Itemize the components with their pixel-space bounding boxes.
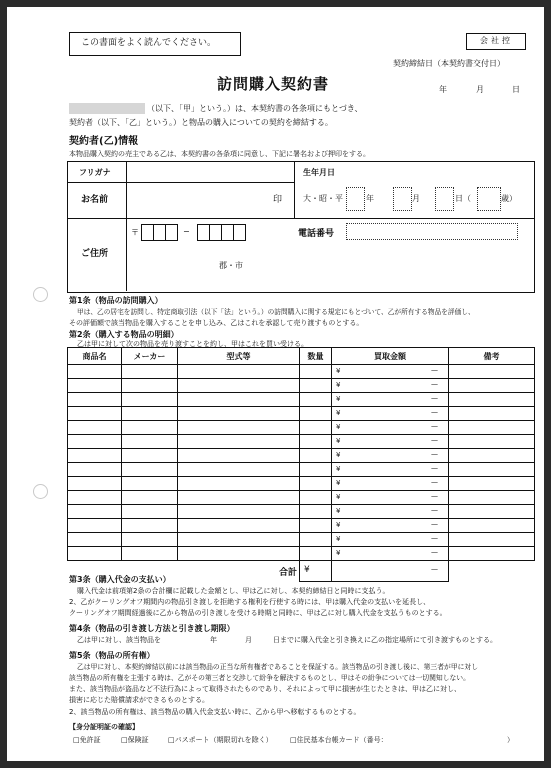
price-dash: — (431, 520, 438, 528)
remarks-cell[interactable] (449, 379, 535, 393)
remarks-cell[interactable] (449, 505, 535, 519)
table-row (68, 477, 535, 491)
maker-cell[interactable] (122, 491, 178, 505)
maker-cell[interactable] (122, 379, 178, 393)
maker-cell[interactable] (122, 533, 178, 547)
price-cell[interactable] (332, 365, 449, 379)
yen-mark: ¥ (336, 367, 341, 375)
notice-text: この書面をよく読んでください。 (81, 38, 217, 48)
age-box[interactable] (477, 187, 501, 211)
id-check-title: 【身分証明証の確認】 (69, 723, 139, 731)
model-cell[interactable] (178, 449, 300, 463)
quantity-cell[interactable] (300, 477, 332, 491)
copy-label-box (466, 33, 526, 50)
product-name-cell[interactable] (68, 365, 122, 379)
maker-cell[interactable] (122, 407, 178, 421)
price-cell[interactable] (332, 519, 449, 533)
article2-line-1: 乙は甲に対して次の物品を売り渡すことを約し、甲はこれを買い受ける。 (77, 340, 308, 348)
city-label: 郡・市 (219, 261, 243, 270)
price-dash: — (431, 450, 438, 458)
article5-title: 第5条（物品の所有権） (69, 651, 155, 660)
article5-line-5: 2、該当物品の所有権は、該当物品の購入代金支払い時に、乙から甲へ移転するものとする。 (69, 708, 361, 716)
total-yen: ¥ (304, 565, 310, 575)
id-option-insurance[interactable]: □保険証 (121, 736, 149, 744)
article3-line-2: 2、乙がクーリングオフ期間内の物品引き渡しを拒絶する権利を行使する時には、甲は購入代金の支払いを延長し、 (69, 598, 431, 606)
birth-label: 生年月日 (303, 168, 335, 177)
id-option-passport[interactable]: □パスポート（期限切れを除く） (168, 736, 273, 744)
table-row (68, 449, 535, 463)
table-row (68, 463, 535, 477)
total-blank (449, 561, 535, 582)
remarks-cell[interactable] (449, 491, 535, 505)
quantity-cell[interactable] (300, 533, 332, 547)
quantity-cell[interactable] (300, 435, 332, 449)
quantity-cell[interactable] (300, 463, 332, 477)
punch-hole-top (33, 287, 48, 302)
punch-hole-bottom (33, 484, 48, 499)
model-cell[interactable] (178, 379, 300, 393)
model-cell[interactable] (178, 365, 300, 379)
model-cell[interactable] (178, 407, 300, 421)
table-row (68, 393, 535, 407)
price-dash: — (431, 394, 438, 402)
remarks-cell[interactable] (449, 435, 535, 449)
article5-line-4: 損害に応じた賠償請求ができるものとする。 (69, 696, 209, 704)
product-name-cell[interactable] (68, 519, 122, 533)
birth-era-year-box[interactable] (346, 187, 365, 211)
model-cell[interactable] (178, 505, 300, 519)
article1-line-2: その評価額で該当物品を購入することを申し込み、乙はこれを承認して売り渡すものとする。 (69, 319, 364, 327)
remarks-cell[interactable] (449, 407, 535, 421)
remarks-cell[interactable] (449, 547, 535, 561)
total-dash: — (431, 565, 438, 573)
maker-cell[interactable] (122, 393, 178, 407)
table-row (68, 407, 535, 421)
birth-day-label: 日（ (455, 194, 471, 203)
price-cell[interactable] (332, 393, 449, 407)
quantity-cell[interactable] (300, 547, 332, 561)
table-row (68, 519, 535, 533)
column-header: 数量 (300, 348, 332, 365)
company-name-redacted (69, 103, 145, 114)
intro-line-2: 契約者（以下、「乙」という。）と物品の購入についての契約を締結する。 (69, 118, 333, 127)
contract-date-label: 契約締結日（本契約書交付日） (393, 59, 505, 68)
product-name-cell[interactable] (68, 435, 122, 449)
remarks-cell[interactable] (449, 477, 535, 491)
table-row (68, 365, 535, 379)
price-cell[interactable] (332, 379, 449, 393)
product-name-cell[interactable] (68, 463, 122, 477)
product-name-cell[interactable] (68, 449, 122, 463)
model-cell[interactable] (178, 463, 300, 477)
name-field[interactable] (128, 184, 268, 217)
article4-month: 月 (245, 636, 252, 644)
product-name-cell[interactable] (68, 421, 122, 435)
article5-line-2: 該当物品の所有権を主張する時は、乙がその第三者と交渉して紛争を解決するものとし、甲はその紛争については一切関知しない。 (69, 674, 470, 682)
yen-mark: ¥ (336, 479, 341, 487)
article4-line-a: 乙は甲に対し、該当物品を (77, 636, 161, 644)
total-amount-cell[interactable] (332, 561, 449, 582)
quantity-cell[interactable] (300, 421, 332, 435)
table-row (68, 491, 535, 505)
article3-line-3: クーリングオフ期間経過後に乙から物品の引き渡しを受ける時期と同時に、甲は乙に対し購入代金を支払うものとする。 (69, 609, 447, 617)
maker-cell[interactable] (122, 365, 178, 379)
article4-line-b: 日までに購入代金と引き換えに乙の指定場所にて引き渡すものとする。 (273, 636, 497, 644)
remarks-cell[interactable] (449, 421, 535, 435)
name-label: お名前 (81, 195, 109, 205)
table-row (68, 435, 535, 449)
yen-mark: ¥ (336, 465, 341, 473)
price-dash: — (431, 478, 438, 486)
maker-cell[interactable] (122, 519, 178, 533)
product-name-cell[interactable] (68, 533, 122, 547)
notice-box (69, 32, 241, 56)
price-dash: — (431, 366, 438, 374)
price-dash: — (431, 464, 438, 472)
table-row (68, 421, 535, 435)
quantity-cell[interactable] (300, 407, 332, 421)
price-cell[interactable] (332, 477, 449, 491)
quantity-cell[interactable] (300, 491, 332, 505)
price-dash: — (431, 422, 438, 430)
model-cell[interactable] (178, 491, 300, 505)
total-label: 合計 (68, 561, 300, 582)
id-option-resident-card[interactable]: □住民基本台帳カード（番号： (290, 736, 388, 744)
table-row (68, 533, 535, 547)
product-name-cell[interactable] (68, 407, 122, 421)
article2-title: 第2条（購入する物品の明細） (69, 330, 179, 339)
yen-mark: ¥ (336, 535, 341, 543)
date-day: 日 (512, 85, 520, 94)
maker-cell[interactable] (122, 449, 178, 463)
column-header: 備考 (449, 348, 535, 365)
items-table (67, 347, 535, 582)
yen-mark: ¥ (336, 409, 341, 417)
model-cell[interactable] (178, 519, 300, 533)
article3-title: 第3条（購入代金の支払い） (69, 575, 171, 584)
birth-month-box[interactable] (393, 187, 412, 211)
table-row (68, 505, 535, 519)
model-cell[interactable] (178, 547, 300, 561)
product-name-cell[interactable] (68, 379, 122, 393)
remarks-cell[interactable] (449, 393, 535, 407)
contractor-note: 本物品購入契約の売主である乙は、本契約書の各条項に同意し、下記に署名および押印をする。 (69, 150, 370, 158)
price-cell[interactable] (332, 505, 449, 519)
model-cell[interactable] (178, 393, 300, 407)
price-cell[interactable] (332, 533, 449, 547)
yen-mark: ¥ (336, 395, 341, 403)
phone-field[interactable] (346, 223, 518, 240)
furigana-field[interactable] (128, 163, 293, 181)
price-dash: — (431, 548, 438, 556)
article5-line-1: 乙は甲に対し、本契約締結以前には該当物品の正当な所有権者であることを保証する。該当物品の引き渡し後に、第三者が甲に対し (77, 663, 479, 671)
address-label: ご住所 (81, 249, 109, 259)
remarks-cell[interactable] (449, 533, 535, 547)
model-cell[interactable] (178, 435, 300, 449)
product-name-cell[interactable] (68, 393, 122, 407)
price-dash: — (431, 534, 438, 542)
age-label: 歳） (501, 194, 517, 203)
birth-month-label: 月 (412, 194, 420, 203)
page-title: 訪問購入契約書 (217, 75, 330, 93)
form-divider (294, 162, 295, 219)
postal-digit-box[interactable] (233, 224, 246, 241)
price-dash: — (431, 506, 438, 514)
article5-line-3: また、該当物品が盗品など不法行為によって取得されたものであり、それによって甲に損害が生じたときは、甲は乙に対し、 (69, 685, 461, 693)
product-name-cell[interactable] (68, 477, 122, 491)
yen-mark: ¥ (336, 507, 341, 515)
price-cell[interactable] (332, 449, 449, 463)
postal-dash: − (183, 227, 190, 236)
phone-label: 電話番号 (298, 229, 335, 239)
quantity-cell[interactable] (300, 393, 332, 407)
remarks-cell[interactable] (449, 365, 535, 379)
copy-label: 会社控 (480, 36, 513, 45)
intro-line-1: （以下、「甲」という。）は、本契約書の各条項にもとづき、 (147, 104, 363, 113)
contractor-heading: 契約者(乙)情報 (69, 136, 139, 147)
quantity-cell[interactable] (300, 449, 332, 463)
article1-title: 第1条（物品の訪問購入） (69, 296, 163, 305)
article3-line-1: 購入代金は前項第2条の合計欄に記載した金額とし、甲は乙に対し、本契約締結日と同時に支払う。 (77, 587, 390, 595)
article4-year: 年 (210, 636, 217, 644)
yen-mark: ¥ (336, 493, 341, 501)
price-cell[interactable] (332, 421, 449, 435)
price-cell[interactable] (332, 463, 449, 477)
yen-mark: ¥ (336, 521, 341, 529)
price-dash: — (431, 436, 438, 444)
remarks-cell[interactable] (449, 519, 535, 533)
model-cell[interactable] (178, 421, 300, 435)
maker-cell[interactable] (122, 477, 178, 491)
maker-cell[interactable] (122, 547, 178, 561)
price-cell[interactable] (332, 407, 449, 421)
postal-digit-box[interactable] (165, 224, 178, 241)
product-name-cell[interactable] (68, 547, 122, 561)
birth-year-label: 年 (366, 194, 374, 203)
date-year: 年 (439, 85, 447, 94)
yen-mark: ¥ (336, 423, 341, 431)
birth-day-box[interactable] (435, 187, 454, 211)
remarks-cell[interactable] (449, 463, 535, 477)
maker-cell[interactable] (122, 421, 178, 435)
column-header: 商品名 (68, 348, 122, 365)
table-row (68, 547, 535, 561)
yen-mark: ¥ (336, 381, 341, 389)
yen-mark: ¥ (336, 549, 341, 557)
quantity-cell[interactable] (300, 505, 332, 519)
article1-line-1: 甲は、乙の居宅を訪問し、特定商取引法（以下「法」という。）の訪問購入に関する規定にもとづいて、乙が所有する物品を評価し、 (77, 308, 475, 316)
price-cell[interactable] (332, 435, 449, 449)
column-header: 買取金額 (332, 348, 449, 365)
postal-mark: 〒 (131, 228, 139, 237)
furigana-label: フリガナ (79, 168, 111, 177)
column-header: 型式等 (178, 348, 300, 365)
id-option-license[interactable]: □免許証 (73, 736, 101, 744)
maker-cell[interactable] (122, 463, 178, 477)
maker-cell[interactable] (122, 435, 178, 449)
maker-cell[interactable] (122, 505, 178, 519)
date-month: 月 (476, 85, 484, 94)
model-cell[interactable] (178, 477, 300, 491)
price-cell[interactable] (332, 547, 449, 561)
quantity-cell[interactable] (300, 519, 332, 533)
price-dash: — (431, 408, 438, 416)
price-cell[interactable] (332, 491, 449, 505)
remarks-cell[interactable] (449, 449, 535, 463)
product-name-cell[interactable] (68, 491, 122, 505)
form-divider (68, 182, 294, 183)
yen-mark: ¥ (336, 451, 341, 459)
total-yen-cell (300, 561, 332, 582)
price-dash: — (431, 380, 438, 388)
price-dash: — (431, 492, 438, 500)
product-name-cell[interactable] (68, 505, 122, 519)
table-row (68, 379, 535, 393)
contract-sheet (7, 7, 544, 761)
form-divider (68, 218, 534, 219)
era-label: 大・昭・平 (303, 194, 343, 203)
quantity-cell[interactable] (300, 365, 332, 379)
quantity-cell[interactable] (300, 379, 332, 393)
form-divider (126, 162, 127, 291)
id-number-close: ） (507, 736, 514, 744)
column-header: メーカー (122, 348, 178, 365)
seal-mark: 印 (273, 195, 283, 205)
article4-title: 第4条（物品の引き渡し方法と引き渡し期限） (69, 624, 235, 633)
yen-mark: ¥ (336, 437, 341, 445)
model-cell[interactable] (178, 533, 300, 547)
